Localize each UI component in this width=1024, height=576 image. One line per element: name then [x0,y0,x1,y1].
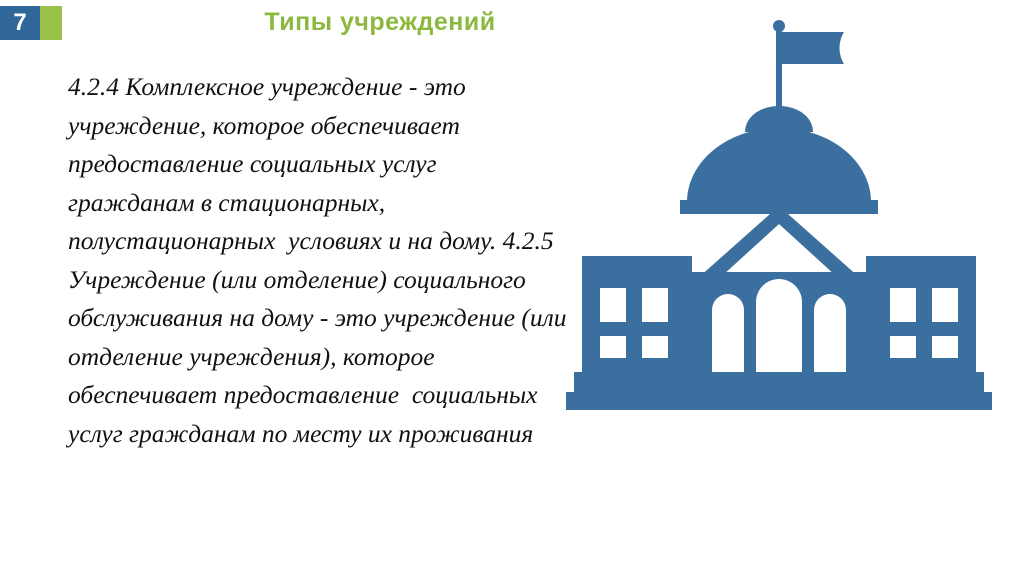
slide-body-text: 4.2.4 Комплексное учреждение - это учреждение, которое обеспечивает предоставление социальных услуг гражданам в стационарных, полустационарных условиях и на дому. 4.2.5 Учреждение (или отделение) социального обслуживания на дому - это учреждение (или отделение учреждения), которое обеспечивает предоставление социальных услуг гражданам по месту их проживания [68,72,573,448]
page-title: Типы учреждений [264,8,496,36]
government-building-icon [560,10,1020,410]
slide-number: 7 [13,9,27,36]
government-building-illustration [560,10,1020,410]
